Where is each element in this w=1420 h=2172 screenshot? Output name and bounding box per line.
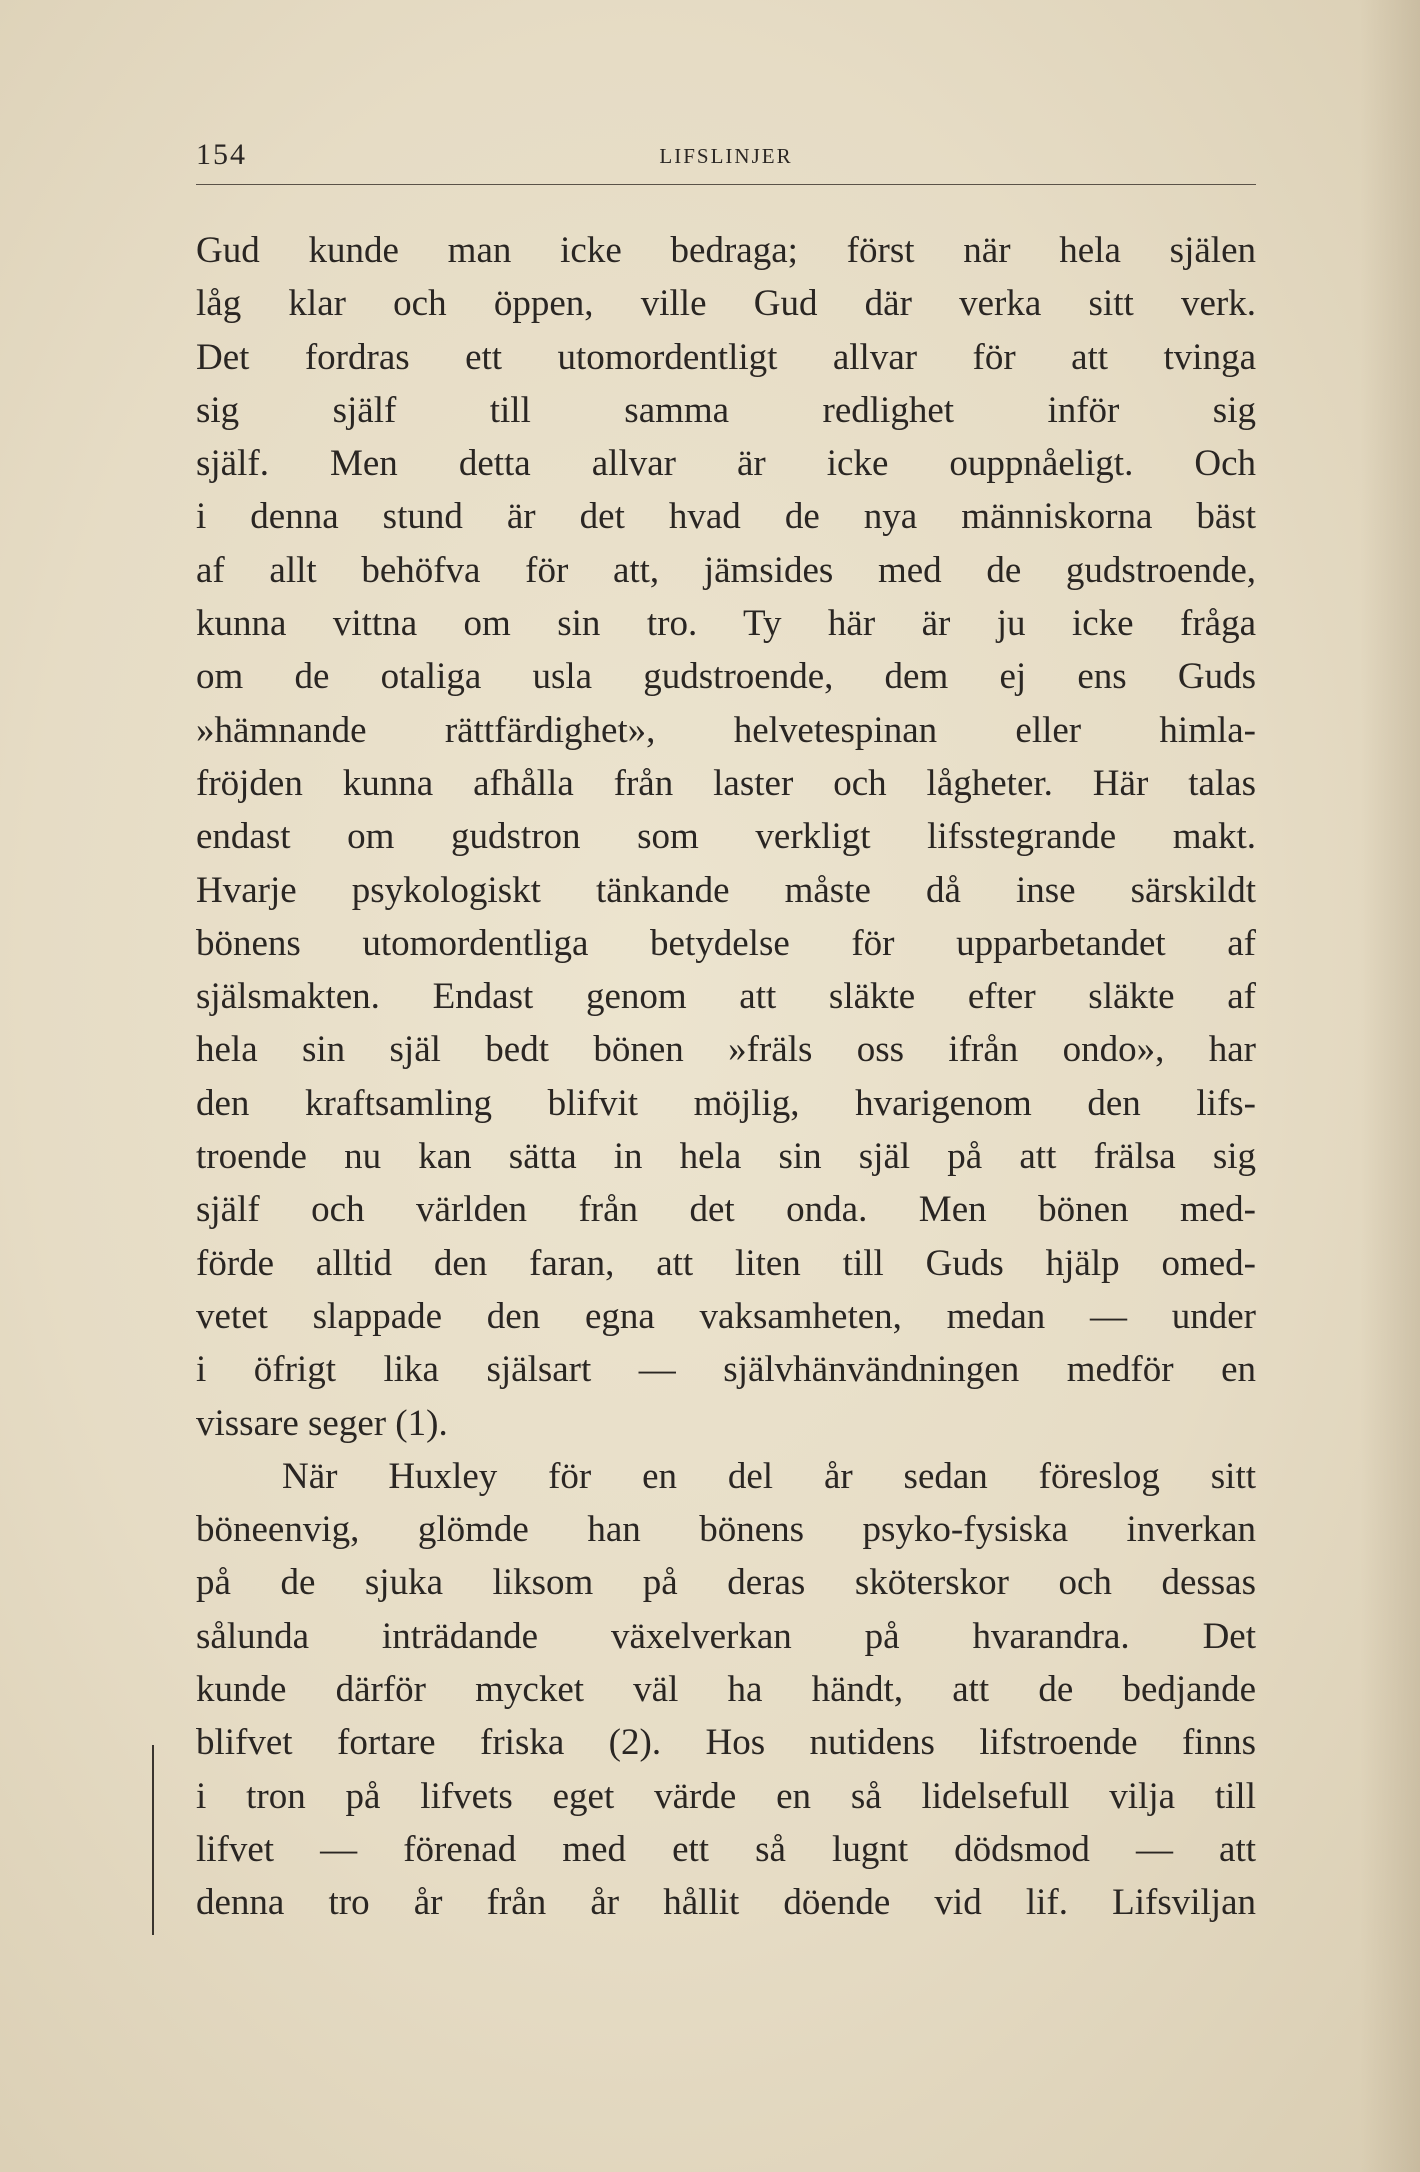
text-line: endast om gudstron som verkligt lifsstegrande makt. — [196, 816, 1256, 858]
text-line: böneenvig, glömde han bönens psyko-fysiska inverkan — [196, 1509, 1256, 1551]
text-line: denna tro år från år hållit döende vid lif. Lifsviljan — [196, 1882, 1256, 1924]
text-line: låg klar och öppen, ville Gud där verka sitt verk. — [196, 283, 1256, 325]
page-number: 154 — [196, 138, 247, 171]
text-line: själf. Men detta allvar är icke ouppnåeligt. Och — [196, 443, 1256, 485]
body-text — [196, 224, 1256, 1930]
text-line: troende nu kan sätta in hela sin själ på att frälsa sig — [196, 1136, 1256, 1178]
text-line: i denna stund är det hvad de nya människorna bäst — [196, 496, 1256, 538]
margin-mark — [152, 1745, 154, 1935]
text-line: själf och världen från det onda. Men bönen med- — [196, 1189, 1256, 1231]
text-line: bönens utomordentliga betydelse för upparbetandet af — [196, 922, 1256, 964]
text-line: Hvarje psykologiskt tänkande måste då inse särskildt — [196, 869, 1256, 911]
text-line: af allt behöfva för att, jämsides med de gudstroende, — [196, 549, 1256, 591]
text-line: kunde därför mycket väl ha händt, att de bedjande — [196, 1669, 1256, 1711]
text-line: i öfrigt lika själsart — självhänvändningen medför en — [196, 1349, 1256, 1391]
page-edge-shadow — [1360, 0, 1420, 2172]
text-line: Det fordras ett utomordentligt allvar för att tvinga — [196, 336, 1256, 378]
text-line: lifvet — förenad med ett så lugnt dödsmod — att — [196, 1828, 1256, 1870]
text-line: vetet slappade den egna vaksamheten, medan — under — [196, 1295, 1256, 1337]
text-line: förde alltid den faran, att liten till Guds hjälp omed- — [196, 1242, 1256, 1284]
text-line: själsmakten. Endast genom att släkte efter släkte af — [196, 976, 1256, 1018]
text-line: om de otaliga usla gudstroende, dem ej ens Guds — [196, 656, 1256, 698]
text-line: fröjden kunna afhålla från laster och lågheter. Här talas — [196, 762, 1256, 804]
text-line: Gud kunde man icke bedraga; först när hela själen — [196, 230, 1256, 271]
text-line: »hämnande rättfärdighet», helvetespinan eller himla- — [196, 709, 1256, 751]
running-head: LIFSLINJER — [659, 144, 793, 168]
text-line: hela sin själ bedt bönen »fräls oss ifrån ondo», har — [196, 1029, 1256, 1071]
page-header — [196, 138, 1256, 185]
text-line: sålunda inträdande växelverkan på hvarandra. Det — [196, 1615, 1256, 1657]
text-line: blifvet fortare friska (2). Hos nutidens lifstroende finns — [196, 1722, 1256, 1764]
text-line: på de sjuka liksom på deras sköterskor och dessas — [196, 1562, 1256, 1604]
text-line: vissare seger (1). — [196, 1402, 448, 1444]
text-line: i tron på lifvets eget värde en så lidelsefull vilja till — [196, 1775, 1256, 1817]
text-line: kunna vittna om sin tro. Ty här är ju icke fråga — [196, 603, 1256, 645]
paragraph-first-line: När Huxley för en del år sedan föreslog sitt — [282, 1455, 1256, 1497]
text-line: sig själf till samma redlighet inför sig — [196, 389, 1256, 431]
text-line: den kraftsamling blifvit möjlig, hvarigenom den lifs- — [196, 1082, 1256, 1124]
